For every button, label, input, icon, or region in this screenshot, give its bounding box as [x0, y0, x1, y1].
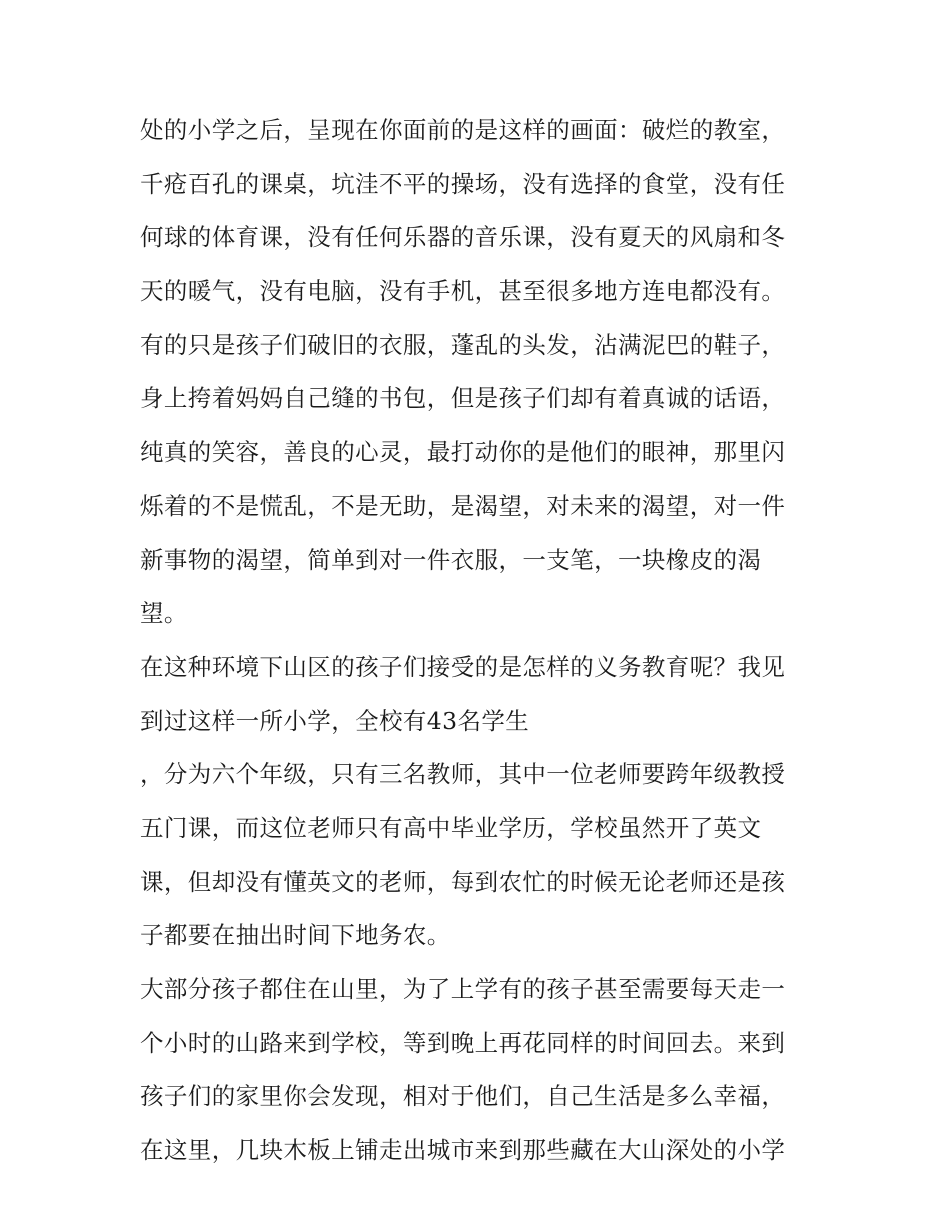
text-line: 孩子们的家里你会发现，相对于他们，自己生活是多么幸福， — [140, 1082, 786, 1111]
body-text — [140, 104, 830, 1178]
text-line: 大部分孩子都住在山里，为了上学有的孩子甚至需要每天走一 — [140, 975, 786, 1003]
text-line: 天的暖气，没有电脑，没有手机，甚至很多地方连电都没有。 — [140, 277, 786, 306]
text-line: 在这种环境下山区的孩子们接受的是怎样的义务教育呢？我见 — [140, 652, 786, 681]
text-line: 课，但却没有懂英文的老师，每到农忙的时候无论老师还是孩 — [140, 867, 786, 896]
text-line: 烁着的不是慌乱，不是无助，是渴望，对未来的渴望，对一件 — [140, 491, 786, 520]
text-line: 身上挎着妈妈自己缝的书包，但是孩子们却有着真诚的话语， — [140, 384, 786, 413]
text-line: 纯真的笑容，善良的心灵，最打动你的是他们的眼神，那里闪 — [140, 438, 786, 467]
text-line: 千疮百孔的课桌，坑洼不平的操场，没有选择的食堂，没有任 — [140, 169, 786, 198]
text-line: 何球的体育课，没有任何乐器的音乐课，没有夏天的风扇和冬 — [140, 223, 786, 252]
text-line: 子都要在抽出时间下地务农。 — [140, 921, 451, 950]
text-line: 新事物的渴望，简单到对一件衣服，一支笔，一块橡皮的渴 — [140, 545, 762, 574]
text-line: 处的小学之后，呈现在你面前的是这样的画面：破烂的教室， — [140, 116, 786, 144]
text-line: 在这里，几块木板上铺走出城市来到那些藏在大山深处的小学 — [140, 1136, 786, 1165]
text-line: 五门课，而这位老师只有高中毕业学历，学校虽然开了英文 — [140, 813, 762, 842]
text-line: 个小时的山路来到学校，等到晚上再花同样的时间回去。来到 — [140, 1028, 786, 1057]
text-line: 望。 — [140, 599, 188, 628]
text-line: 有的只是孩子们破旧的衣服，蓬乱的头发，沾满泥巴的鞋子， — [140, 330, 786, 359]
text-line: 到过这样一所小学，全校有43名学生 — [140, 706, 530, 735]
text-line: ，分为六个年级，只有三名教师，其中一位老师要跨年级教授 — [140, 760, 786, 789]
